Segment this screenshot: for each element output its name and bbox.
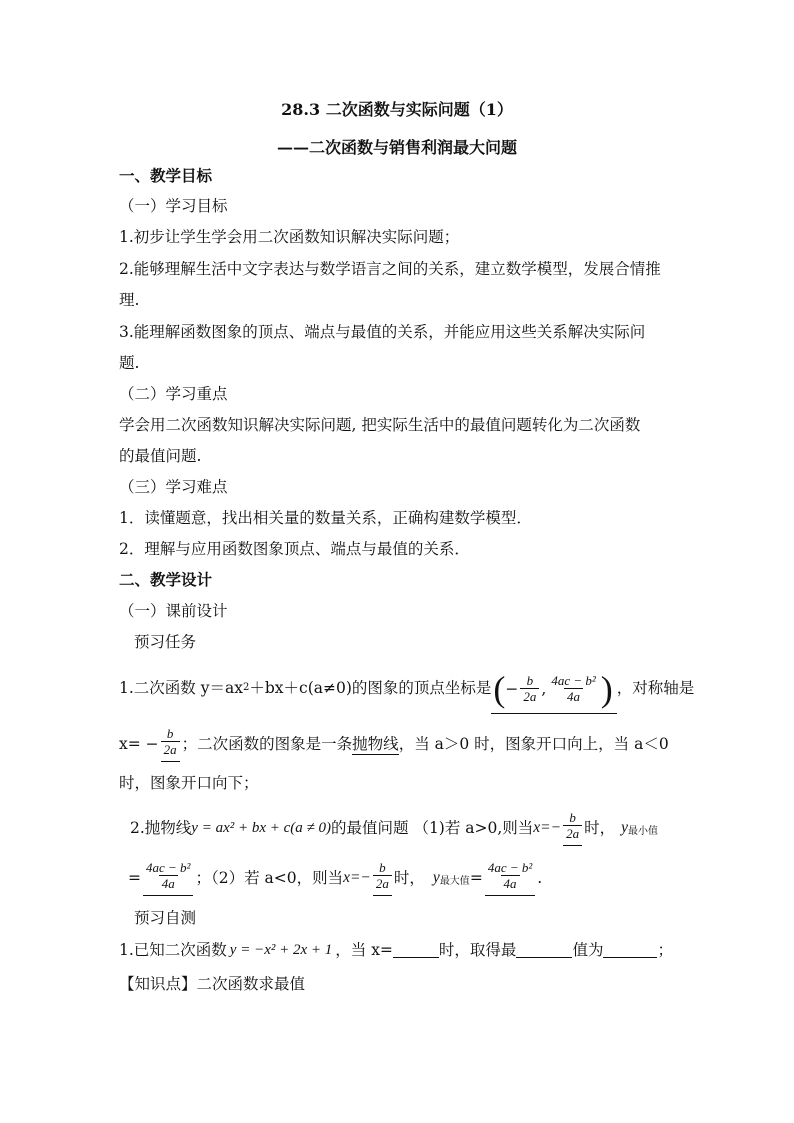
q2-x2: x=− <box>343 869 371 886</box>
answer-blank-value[interactable] <box>603 943 657 958</box>
q2-x: x=− <box>533 819 562 836</box>
q2-min-fraction <box>143 860 193 896</box>
question-1-line2 <box>119 722 669 766</box>
q2-when: 时， <box>584 819 616 837</box>
question-1-line1 <box>119 664 694 712</box>
q2-y: y <box>621 819 629 836</box>
difficulty-2: 2．理解与应用函数图象顶点、端点与最值的关系． <box>119 540 470 558</box>
axis-prefix: x= − <box>119 735 159 753</box>
difficulty-1: 1．读懂题意，找出相关量的数量关系，正确构建数学模型． <box>119 509 532 527</box>
q2-num2: b <box>379 860 386 875</box>
self-test-label: 预习自测 <box>134 909 197 927</box>
goal-2-line1: 2.能够理解生活中文字表达与数学语言之间的关系，建立数学模型，发展合情推 <box>119 260 661 278</box>
goal-1: 1.初步让学生学会用二次函数知识解决实际问题； <box>119 228 460 246</box>
q1-mid: ＋bx＋c(a≠0)的图象的顶点坐标是 <box>249 679 492 697</box>
section2-sub1: （一）课前设计 <box>119 602 228 620</box>
section1-heading: 一、教学目标 <box>119 166 213 185</box>
t1-formula: y = −x² + 2x + 1 <box>229 942 333 958</box>
q1-end: ，对称轴是 <box>616 679 695 697</box>
axis-text2: ，当 a＞0 时，图象开口向上，当 a＜0 <box>398 735 669 753</box>
q2-den: 2a <box>563 825 582 841</box>
q2-fraction <box>563 810 582 846</box>
axis-text1: ；二次函数的图象是一条 <box>181 735 353 753</box>
section1-sub3: （三）学习难点 <box>119 478 228 496</box>
answer-blank-extreme[interactable] <box>516 943 572 958</box>
page-subtitle: ——二次函数与销售利润最大问题 <box>276 138 517 157</box>
axis-num: b <box>166 726 174 741</box>
axis-den: 2a <box>161 741 180 757</box>
q2-min-den: 4a <box>159 875 178 891</box>
vertex-answer: ( − $\frac{b}{2a}$ , $\frac{\text{4ac − b²}}{4a}$ ) <box>491 671 616 714</box>
vertex-y-num: 4ac − b² <box>551 673 596 688</box>
q2-eq2: = <box>469 869 483 887</box>
t1-when: 时，取得最 <box>438 941 517 959</box>
q2-den2: 2a <box>373 875 392 891</box>
self-test-q1 <box>119 940 673 960</box>
goal-3-line1: 3.能理解函数图象的顶点、端点与最值的关系，并能应用这些关系解决实际问 <box>119 323 646 341</box>
axis-word: 抛物线 <box>352 734 399 753</box>
question-2-line1 <box>130 806 658 850</box>
q2-max-num: 4ac − b² <box>487 860 533 875</box>
page-title: 28.3 二次函数与实际问题（1） <box>281 100 513 119</box>
section2-heading: 二、教学设计 <box>119 570 213 589</box>
q2-dot: . <box>537 869 543 887</box>
question-2-line2 <box>128 856 542 900</box>
q2-y-sub: 最小值 <box>628 826 659 837</box>
t1-start: 1.已知二次函数 <box>119 941 227 959</box>
q2-max-fraction <box>485 860 535 896</box>
q2-num: b <box>569 810 576 825</box>
goal-2-line2: 理. <box>119 291 140 309</box>
t1-value: 值为 <box>572 941 604 959</box>
goal-3-line2: 题. <box>119 354 140 372</box>
t1-mid: ，当 x= <box>335 941 393 959</box>
q2-eq: = <box>128 869 141 887</box>
q2-min-num: 4ac − b² <box>146 860 191 875</box>
q2-fraction2 <box>373 860 392 896</box>
key-point-line1: 学会用二次函数知识解决实际问题, 把实际生活中的最值问题转化为二次函数 <box>119 416 641 434</box>
vertex-y-fraction <box>548 673 598 704</box>
q2-max-den: 4a <box>501 875 520 891</box>
vertex-x-fraction <box>520 673 539 704</box>
key-point-line2: 的最值问题. <box>119 447 202 465</box>
knowledge-point: 【知识点】二次函数求最值 <box>119 975 306 993</box>
q2-mid: 的最值问题 （1)若 a>0,则当 <box>331 819 534 837</box>
axis-fraction <box>161 726 180 762</box>
q1-start: 1.二次函数 y＝ax <box>119 679 243 697</box>
section1-sub1: （一）学习目标 <box>119 197 228 215</box>
q2-y2: y <box>432 869 440 886</box>
q2-when2: 时， <box>393 869 425 887</box>
vertex-comma: , <box>541 679 547 698</box>
answer-blank-x[interactable] <box>393 943 439 958</box>
section1-sub2: （二）学习重点 <box>119 385 228 403</box>
q2-case2: ；（2）若 a<0，则当 <box>195 869 344 887</box>
vertex-minus: − <box>505 679 519 698</box>
vertex-x-num: b <box>526 673 534 688</box>
q2-y2-sub: 最大值 <box>439 876 470 887</box>
preview-task-label: 预习任务 <box>134 633 197 651</box>
question-1-line3: 时，图象开口向下； <box>119 774 259 792</box>
q2-formula: y = ax² + bx + c(a ≠ 0) <box>191 820 332 836</box>
vertex-y-den: 4a <box>564 688 583 704</box>
q2-start: 2.抛物线 <box>130 819 192 837</box>
q1-sup: 2 <box>242 682 250 693</box>
vertex-x-den: 2a <box>520 688 539 704</box>
t1-end: ； <box>657 941 673 959</box>
